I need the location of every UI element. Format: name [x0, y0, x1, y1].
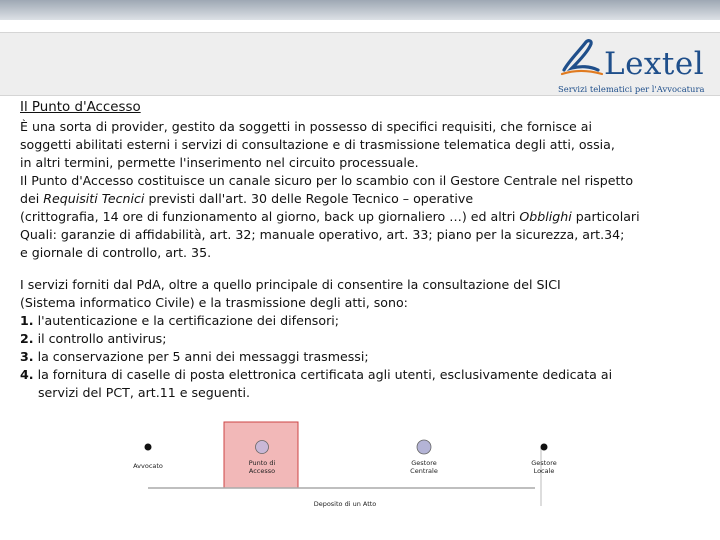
italic-text: Requisiti Tecnici: [43, 191, 145, 206]
paragraph-line: in altri termini, permette l'inserimento nel circuito processuale.: [20, 155, 419, 170]
list-number: 1.: [20, 313, 34, 328]
punto-accesso-highlight: [224, 422, 298, 488]
timeline-label: Deposito di un Atto: [313, 500, 377, 508]
diagram-canvas: [120, 420, 580, 530]
list-item-continuation: servizi del PCT, art.11 e seguenti.: [38, 385, 250, 400]
slide-content: [20, 98, 710, 402]
list-item: [20, 366, 710, 384]
gestore-locale-label: Gestore Locale: [531, 459, 557, 475]
list-text: la fornitura di caselle di posta elettronica certificata agli utenti, esclusivamente dedicata ai: [37, 367, 613, 382]
avvocato-node: [145, 444, 152, 451]
list-number: 3.: [20, 349, 34, 364]
top-bar: [0, 0, 720, 20]
text-run: previsti dall'art. 30 delle Regole Tecnico – operative: [144, 191, 474, 206]
gestore-centrale-node: [417, 440, 431, 454]
paragraph-line: Quali: garanzie di affidabilità, art. 32; manuale operativo, art. 33; piano per la sicurezza, art.34;: [20, 227, 625, 242]
paragraph-line: (Sistema informatico Civile) e la trasmissione degli atti, sono:: [20, 295, 408, 310]
list-number: 2.: [20, 331, 34, 346]
list-text: l'autenticazione e la certificazione dei difensori;: [37, 313, 339, 328]
logo-tagline: Servizi telematici per l'Avvocatura: [558, 84, 705, 94]
paragraph-line: e giornale di controllo, art. 35.: [20, 245, 212, 260]
logo-wordmark: Lextel: [604, 46, 705, 82]
list-number: 4.: [20, 367, 34, 382]
text-run: dei: [20, 191, 44, 206]
paragraph-line: Il Punto d'Accesso costituisce un canale sicuro per lo scambio con il Gestore Centrale nel rispetto: [20, 173, 634, 188]
paragraph-line: [20, 208, 710, 226]
text-run: (crittografia, 14 ore di funzionamento al giorno, back up giornaliero …) ed altri: [20, 209, 520, 224]
text-run: particolari: [571, 209, 640, 224]
lextel-logo: [556, 34, 720, 100]
paragraph-line: [20, 190, 710, 208]
punto-accesso-node: [256, 441, 269, 454]
italic-text: Obblighi: [519, 209, 572, 224]
paragraph-line: I servizi forniti dal PdA, oltre a quello principale di consentire la consultazione del SICI: [20, 277, 561, 292]
gestore-centrale-label: Gestore Centrale: [410, 459, 438, 475]
list-text: la conservazione per 5 anni dei messaggi trasmessi;: [37, 349, 369, 364]
avvocato-label: Avvocato: [133, 462, 163, 470]
paragraph-line: È una sorta di provider, gestito da soggetti in possesso di specifici requisiti, che fornisce ai: [20, 119, 592, 134]
list-item: [20, 312, 710, 330]
list-item: [20, 330, 710, 348]
gestore-locale-node: [541, 444, 548, 451]
section-title: Il Punto d'Accesso: [20, 100, 141, 115]
lextel-logo-mark-icon: [558, 36, 604, 78]
list-text: il controllo antivirus;: [37, 331, 167, 346]
process-diagram: [120, 420, 580, 530]
paragraph-line: soggetti abilitati esterni i servizi di consultazione e di trasmissione telematica degli atti, ossia,: [20, 137, 615, 152]
punto-accesso-label: Punto di Accesso: [248, 459, 276, 475]
list-item: [20, 348, 710, 366]
